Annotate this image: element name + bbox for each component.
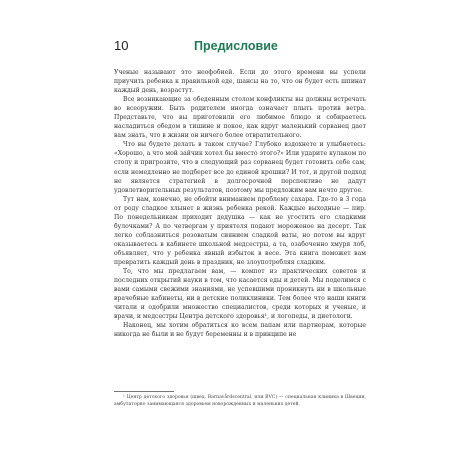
body-text (114, 68, 366, 339)
chapter-title: Предисловие (194, 39, 278, 53)
page-header (114, 38, 278, 53)
page-number: 10 (114, 38, 129, 53)
paragraph-3: Что вы будете делать в таком случае? Глубоко вздохнете и улыбнетесь: «Хорошо, а что мой зайчик хотел бы вместо этого?» Или ударите кулаком по столу и пригрозите, что в следующий раз сорванец будет готовить себе сам, если немедленно не подберет все до единой крошки? И тот, и другой подход не является стратегией в долгосрочной перспективе не дадут удовлетворительных результатов, поэтому мы предложим вам нечто другое. (114, 141, 366, 194)
paragraph-4: Тут нам, конечно, не обойти вниманием проблему сахара. Где-то в 3 года от роду сладкое хлынет в жизнь ребенка рекой. Каждые выходные — пир. По понедельникам приходит дедушка — как не угостить его сладкими булочками? А по четвергам у приятеля подают мороженое на десерт. Так легко соблазниться розоватым сиянием сладкой ваты, но потом вы вдруг оказываетесь в кабинете школьной медсестры, а та, озабоченно хмуря лоб, объявляет, что у ребенка явный избыток в весе. Эта книга поможет вам превратить каждый день в праздник, не злоупотребляя сладким. (114, 195, 366, 266)
paragraph-5: То, что мы предлагаем вам, — компот из практических советов и последних открытий науки в том, что касается еды и детей. Мы поделимся с вами самыми свежими знаниями, не успевшими проникнуть ни в школьные врачебные кабинеты, ни в детские поликлиники. Тем более что наши книги читали и одобрили множество специалистов, среди которых и ученые, и врачи, и медсестры Центра детского здоровья¹, и логопеды, и диетологи. (114, 268, 366, 321)
footnote-divider (114, 391, 174, 392)
paragraph-2: Все возникающие за обеденным столом конфликты вы должны встречать во всеоружии. Быть родителем иногда означает плыть против ветра. Представьте, что вы приготовили его любимое блюдо и собираетесь насладиться обедом в тишине и покое, как вдруг маленький сорванец дает вам знать, что в жизни он ничего более отвратительного. (114, 96, 366, 140)
footnote: ¹ Центр детского здоровья (швед. Barnavårdscentral, или BVC) — специальная клиника в Швеции, амбулаторно занимающаяся здоровьем новорожденных и маленьких детей. (114, 395, 366, 407)
paragraph-1: Ученые называют это неофобией. Если до этого времени вы успели приучить ребенка к правильной еде, шансы на то, что он будет есть шпинат каждый день, возрастут. (114, 69, 366, 95)
paragraph-6: Наконец, мы хотим обратиться ко всем папам или партнерам, которые никогда не были и не будут беременны и в принципе не (114, 322, 366, 339)
